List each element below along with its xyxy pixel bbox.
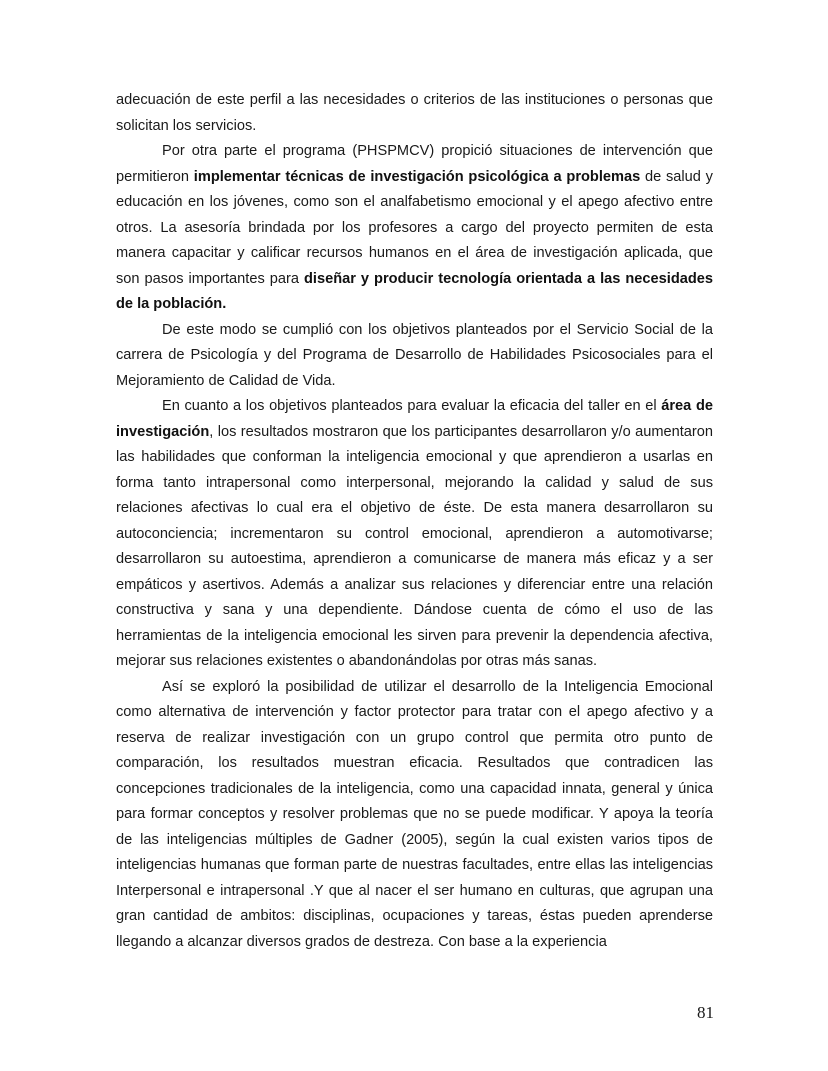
paragraph-text: En cuanto a los objetivos planteados para evaluar la eficacia del taller en el: [162, 398, 662, 414]
paragraph-text: Por otra parte el programa (PHSPMCV) propició situaciones de intervención que permitieron: [116, 143, 713, 185]
paragraph-text: , los resultados mostraron que los participantes desarrollaron y/o aumentaron las habilidades que conforman la inteligencia emocional y que aprendieron a usarlas en forma tanto intrapersonal como interpersonal, mejorando la calidad y salud de sus relaciones afectivas lo cual era el objetivo de éste. De esta manera desarrollaron su autoconciencia; incrementaron su control emocional, aprendieron a automotivarse; desarrollaron su autoestima, aprendieron a comunicarse de manera más eficaz y a ser empáticos y asertivos. Además a analizar sus relaciones y diferenciar entre una relación constructiva y sana y una dependiente. Dándose cuenta de cómo el uso de las herramientas de la inteligencia emocional les sirven para prevenir la dependencia afectiva, mejorar sus relaciones existentes o abandonándolas por otras más sanas.: [116, 423, 713, 669]
paragraph-objectives-fulfilled: De este modo se cumplió con los objetivos planteados por el Servicio Social de la carrera de Psicología y del Programa de Desarrollo de Habilidades Psicosociales para el Mejoramiento de Calidad de Vida.: [116, 321, 713, 389]
bold-phrase-technology: diseñar y producir tecnología orientada a las necesidades de la población.: [116, 270, 713, 312]
bold-phrase-research-area: área de investigación: [116, 398, 713, 440]
paragraph-continuation: adecuación de este perfil a las necesidades o criterios de las instituciones o personas que solicitan los servicios.: [116, 92, 713, 134]
paragraph-text: de salud y educación en los jóvenes, como son el analfabetismo emocional y el apego afectivo entre otros. La asesoría brindada por los profesores a cargo del proyecto permiten de esta manera capacitar y calificar recursos humanos en el área de investigación aplicada, que son pasos importantes para: [116, 168, 713, 287]
paragraph-emotional-intelligence: Así se exploró la posibilidad de utilizar el desarrollo de la Inteligencia Emocional como alternativa de intervención y factor protector para tratar con el apego afectivo y a reserva de realizar investigación con un grupo control que permita otro punto de comparación, los resultados muestran eficacia. Resultados que contradicen las concepciones tradicionales de la inteligencia, como una capacidad innata, general y única para formar conceptos y resolver problemas que no se puede modificar. Y apoya la teoría de las inteligencias múltiples de Gadner (2005), según la cual existen varios tipos de inteligencias humanas que forman parte de nuestras facultades, entre ellas las inteligencias Interpersonal e intrapersonal .Y que al nacer el ser humano en culturas, que agrupan una gran cantidad de ambitos: disciplinas, ocupaciones y tareas, éstas pueden aprenderse llegando a alcanzar diversos grados de destreza. Con base a la experiencia: [116, 678, 713, 950]
paragraph-program-intervention: [116, 139, 713, 318]
document-body: [116, 88, 713, 955]
bold-phrase-techniques: implementar técnicas de investigación psicológica a problemas: [193, 168, 641, 185]
page-number: 81: [697, 1003, 714, 1022]
paragraph-research-results: [116, 394, 713, 675]
